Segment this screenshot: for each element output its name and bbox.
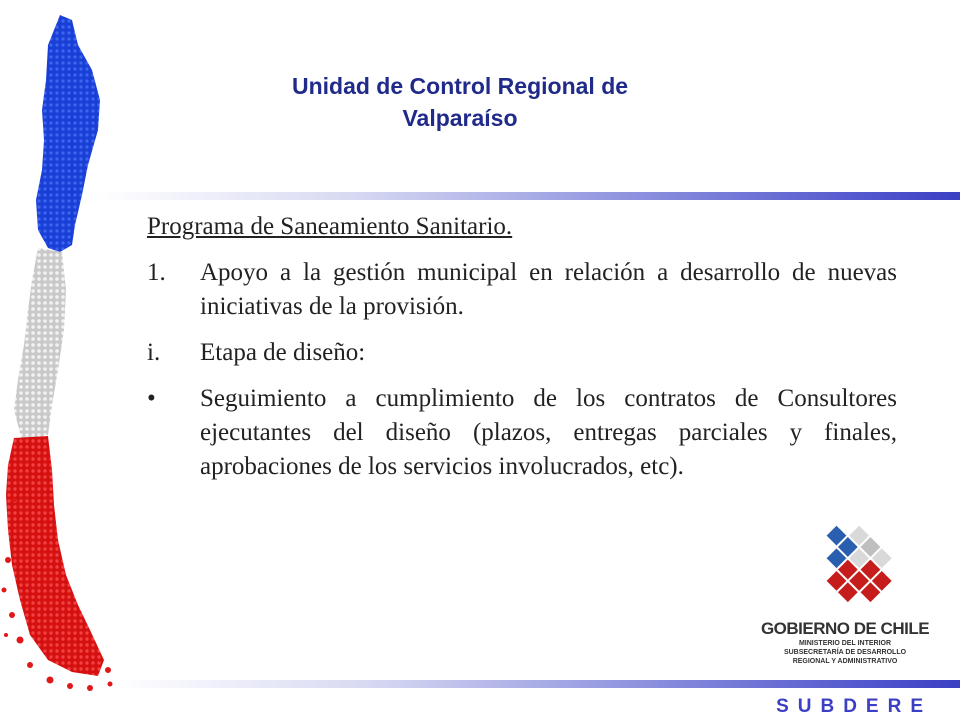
chile-map-graphic [0, 0, 140, 720]
bottom-divider [115, 680, 960, 688]
ministry-line-3: REGIONAL Y ADMINISTRATIVO [792, 658, 898, 665]
list-item-text: Apoyo a la gestión municipal en relación a desarrollo de nuevas iniciativas de la provisión. [200, 259, 897, 320]
list-item-text: Seguimiento a cumplimiento de los contratos de Consultores ejecutantes del diseño (plazos, entregas parciales y finales, aprobaciones de los servicios involucrados, etc). [200, 385, 897, 480]
gobierno-logo-mark-icon [785, 525, 905, 617]
map-central-region [14, 248, 66, 440]
list-item [147, 336, 897, 370]
page-title [200, 70, 720, 134]
list-item [147, 382, 897, 484]
slide-body [147, 210, 897, 496]
list-marker: i. [147, 339, 161, 366]
title-line-2: Valparaíso [402, 105, 518, 131]
list-item-text: Etapa de diseño: [200, 339, 366, 366]
section-heading: Programa de Saneamiento Sanitario. [147, 213, 513, 240]
map-north-region [36, 15, 100, 252]
government-name: GOBIERNO DE CHILE [760, 619, 930, 638]
top-divider [95, 192, 960, 200]
gobierno-logo [755, 525, 935, 666]
svg-text:★: ★ [821, 568, 831, 580]
ministry-line-1: MINISTERIO DEL INTERIOR [798, 640, 892, 647]
ministry-line-2: SUBSECRETARÍA DE DESARROLLO [783, 649, 907, 656]
ministry-text [755, 639, 935, 666]
title-line-1: Unidad de Control Regional de [291, 73, 629, 99]
list-item [147, 256, 897, 324]
list-marker: • [147, 385, 156, 412]
footer-brand: SUBDERE [776, 696, 932, 717]
list-marker: 1. [147, 259, 166, 286]
